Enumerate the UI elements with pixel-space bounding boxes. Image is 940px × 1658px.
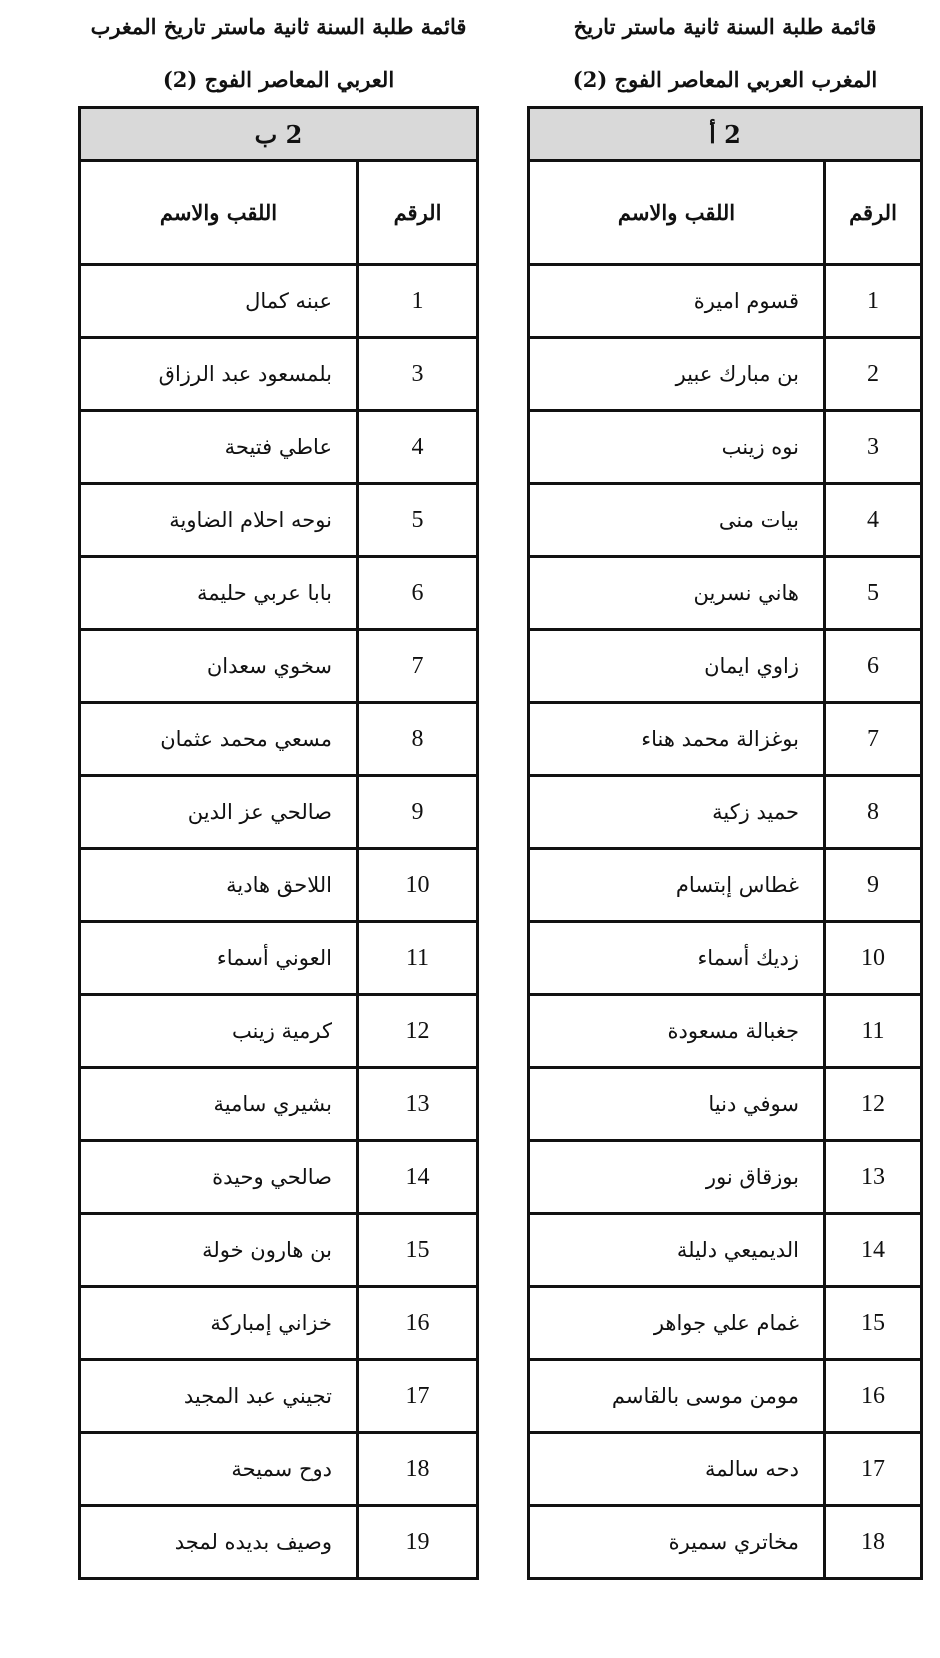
table-row <box>80 265 478 338</box>
student-list-group-2a <box>527 0 923 1580</box>
students-table-group-2a <box>527 106 923 1580</box>
student-name: صالحي وحيدة <box>80 1141 358 1214</box>
student-name: نوحه احلام الضاوية <box>80 484 358 557</box>
student-name: هاني نسرين <box>529 557 825 630</box>
student-name: تجيني عبد المجيد <box>80 1360 358 1433</box>
student-name: بوزقاق نور <box>529 1141 825 1214</box>
student-number: 18 <box>825 1506 922 1579</box>
student-number: 2 <box>825 338 922 411</box>
student-name: عاطي فتيحة <box>80 411 358 484</box>
student-name: خزاني إمباركة <box>80 1287 358 1360</box>
table-row <box>529 995 922 1068</box>
table-row <box>80 557 478 630</box>
table-row <box>529 1141 922 1214</box>
student-name: مومن موسى بالقاسم <box>529 1360 825 1433</box>
table-row <box>529 1506 922 1579</box>
student-name: بن مبارك عبير <box>529 338 825 411</box>
student-number: 4 <box>825 484 922 557</box>
student-number: 12 <box>358 995 478 1068</box>
student-name: زديك أسماء <box>529 922 825 995</box>
student-number: 16 <box>825 1360 922 1433</box>
name-column-header: اللقب والاسم <box>529 161 825 265</box>
student-number: 14 <box>825 1214 922 1287</box>
student-number: 8 <box>358 703 478 776</box>
table-row <box>80 484 478 557</box>
table-row <box>529 849 922 922</box>
student-number: 10 <box>825 922 922 995</box>
student-name: وصيف بديده لمجد <box>80 1506 358 1579</box>
table-row <box>80 1433 478 1506</box>
student-name: حميد زكية <box>529 776 825 849</box>
student-number: 5 <box>825 557 922 630</box>
table-row <box>80 922 478 995</box>
list-title-group-2b <box>78 0 479 106</box>
student-name: بلمسعود عبد الرزاق <box>80 338 358 411</box>
student-name: قسوم اميرة <box>529 265 825 338</box>
student-name: عبنه كمال <box>80 265 358 338</box>
student-name: كرمية زينب <box>80 995 358 1068</box>
student-number: 17 <box>825 1433 922 1506</box>
group-label: 2 أ <box>529 108 922 161</box>
title-line-2: المغرب العربي المعاصر الفوج (2) <box>572 67 878 92</box>
column-header-row <box>529 161 922 265</box>
table-row <box>80 1287 478 1360</box>
table-row <box>80 1141 478 1214</box>
student-number: 19 <box>358 1506 478 1579</box>
student-number: 17 <box>358 1360 478 1433</box>
student-name: دوح سميحة <box>80 1433 358 1506</box>
student-number: 7 <box>825 703 922 776</box>
student-name: بن هارون خولة <box>80 1214 358 1287</box>
student-name: سوفي دنيا <box>529 1068 825 1141</box>
table-row <box>529 776 922 849</box>
student-number: 6 <box>825 630 922 703</box>
student-list-group-2b <box>78 0 479 1580</box>
table-row <box>529 338 922 411</box>
student-number: 10 <box>358 849 478 922</box>
student-number: 18 <box>358 1433 478 1506</box>
student-number: 7 <box>358 630 478 703</box>
student-number: 16 <box>358 1287 478 1360</box>
student-name: مخاتري سميرة <box>529 1506 825 1579</box>
table-row <box>529 1433 922 1506</box>
table-row <box>80 1360 478 1433</box>
student-number: 9 <box>358 776 478 849</box>
student-number: 8 <box>825 776 922 849</box>
student-name: غمام علي جواهر <box>529 1287 825 1360</box>
student-number: 11 <box>825 995 922 1068</box>
student-name: صالحي عز الدين <box>80 776 358 849</box>
student-name: الديميعي دليلة <box>529 1214 825 1287</box>
student-number: 3 <box>358 338 478 411</box>
table-row <box>529 1287 922 1360</box>
student-name: بشيري سامية <box>80 1068 358 1141</box>
group-header-row <box>80 108 478 161</box>
table-row <box>529 484 922 557</box>
number-column-header: الرقم <box>825 161 922 265</box>
group-header-row <box>529 108 922 161</box>
student-number: 4 <box>358 411 478 484</box>
column-header-row <box>80 161 478 265</box>
student-number: 5 <box>358 484 478 557</box>
student-name: سخوي سعدان <box>80 630 358 703</box>
table-row <box>529 703 922 776</box>
student-number: 12 <box>825 1068 922 1141</box>
table-row <box>80 1214 478 1287</box>
title-line-1: قائمة طلبة السنة ثانية ماستر تاريخ المغرب <box>90 14 467 39</box>
student-name: دحه سالمة <box>529 1433 825 1506</box>
table-row <box>80 849 478 922</box>
table-row <box>80 1506 478 1579</box>
student-name: نوه زينب <box>529 411 825 484</box>
table-row <box>529 265 922 338</box>
table-row <box>80 411 478 484</box>
student-name: بوغزالة محمد هناء <box>529 703 825 776</box>
student-name: بيات منى <box>529 484 825 557</box>
table-row <box>529 557 922 630</box>
table-row <box>80 776 478 849</box>
student-number: 1 <box>358 265 478 338</box>
student-name: زاوي ايمان <box>529 630 825 703</box>
table-row <box>529 922 922 995</box>
table-row <box>80 703 478 776</box>
students-table-group-2b <box>78 106 479 1580</box>
name-column-header: اللقب والاسم <box>80 161 358 265</box>
student-number: 15 <box>358 1214 478 1287</box>
student-number: 15 <box>825 1287 922 1360</box>
table-row <box>529 1360 922 1433</box>
group-label: 2 ب <box>80 108 478 161</box>
table-row <box>529 630 922 703</box>
student-name: جغبالة مسعودة <box>529 995 825 1068</box>
student-number: 9 <box>825 849 922 922</box>
table-row <box>529 411 922 484</box>
number-column-header: الرقم <box>358 161 478 265</box>
table-row <box>80 1068 478 1141</box>
student-name: اللاحق هادية <box>80 849 358 922</box>
table-row <box>80 338 478 411</box>
title-line-1: قائمة طلبة السنة ثانية ماستر تاريخ <box>573 14 877 39</box>
student-number: 11 <box>358 922 478 995</box>
student-number: 13 <box>358 1068 478 1141</box>
table-row <box>80 995 478 1068</box>
list-title-group-2a <box>527 0 923 106</box>
student-name: بابا عربي حليمة <box>80 557 358 630</box>
student-name: مسعي محمد عثمان <box>80 703 358 776</box>
title-line-2: العربي المعاصر الفوج (2) <box>162 67 395 92</box>
student-number: 13 <box>825 1141 922 1214</box>
student-name: غطاس إبتسام <box>529 849 825 922</box>
student-number: 3 <box>825 411 922 484</box>
student-name: العوني أسماء <box>80 922 358 995</box>
table-row <box>80 630 478 703</box>
student-number: 14 <box>358 1141 478 1214</box>
table-row <box>529 1214 922 1287</box>
student-number: 6 <box>358 557 478 630</box>
student-number: 1 <box>825 265 922 338</box>
table-row <box>529 1068 922 1141</box>
